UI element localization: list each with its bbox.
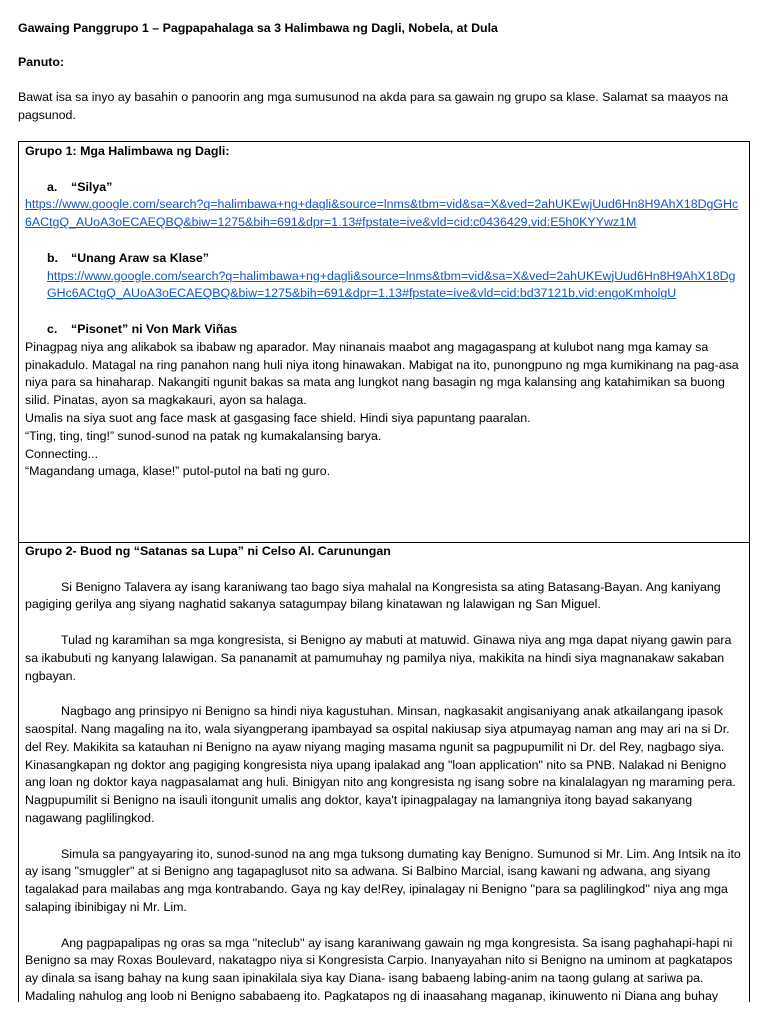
story-line: Connecting... bbox=[25, 446, 99, 461]
summary-paragraph: Nagbago ang prinsipyo ni Benigno sa hindi niya kagustuhan. Minsan, nagkasakit angisaniyang anak atkailangang ipasok saospital. Nang magaling na ito, wala siyangperang ipambayad sa ospital nakiusap siya atpumayag naman ang may ari na si Dr. del Rey. Makikita sa katauhan ni Benigno na ayaw niyang maging masama ngunit sa pagpupumilit ni Dr. del Rey, nagbago siya. Kinasangkapan ng doktor ang pagiging kongresista niya upang ipalakad ang "loan application" nito sa PNB. Nalakad ni Benigno ang loan ng doktor kaya nagpasalamat ang huli. Binigyan nito ang kongresista ng isang sobre na kinalalagyan ng maraming pera. Nagpupumilit si Benigno na isauli itongunit umalis ang doktor, kaya't ipinagpalagay na lamangniya itong bayad sakanyang nagawang paglilingkod. bbox=[25, 704, 736, 825]
story-line: Umalis na siya suot ang face mask at gasgasing face shield. Hindi siya papuntang paaralan. bbox=[25, 410, 531, 425]
summary-paragraph: Tulad ng karamihan sa mga kongresista, si Benigno ay mabuti at matuwid. Ginawa niya ang mga dapat niyang gawin para sa ikabubuti ng kanyang lalawigan. Sa pananamit at pamumuhay ng pamilya niya, makikita na hindi siya magnanakaw sakaban ngbayan. bbox=[25, 632, 732, 683]
document-title: Gawaing Panggrupo 1 – Pagpapahalaga sa 3 Halimbawa ng Dagli, Nobela, at Dula bbox=[18, 21, 498, 35]
summary-paragraph: Si Benigno Talavera ay isang karaniwang tao bago siya mahalal na Kongresista sa ating Batasang-Bayan. Ang kaniyang pagiging gerilya ang siyang naghatid sakanya satagumpay bilang kinatawan ng lalawigan ng San Miguel. bbox=[25, 579, 721, 612]
summary-paragraph: Simula sa pangyayaring ito, sunod-sunod na ang mga tuksong dumating kay Benigno. Sumunod si Mr. Lim. Ang Intsik na ito ay isang "smuggler" at si Benigno ang tagapaglusot nito sa adwana. Si Balbino Marcial, isang kawani ng adwana, ang siyang tagalakad para mailabas ang mga kontrabando. Gaya ng kay de!Rey, ipinalagay ni Benigno ''para sa paglilingkod'' niya ang mga salaping ibinibigay ni Mr. Lim. bbox=[25, 846, 741, 914]
unang-araw-link[interactable]: https://www.google.com/search?q=halimbawa+ng+dagli&source=lnms&tbm=vid&sa=X&ved=2ahUKEwjUud6Hn8H9AhX18DgGHc6ACtgQ_AUoA3oECAEQBQ&biw=1275&bih=691&dpr=1.13#fpstate=ive&vld=cid:bd37121b,vid:engoKmholgU bbox=[47, 268, 736, 301]
silya-link[interactable]: https://www.google.com/search?q=halimbawa+ng+dagli&source=lnms&tbm=vid&sa=X&ved=2ahUKEwjUud6Hn8H9AhX18DgGHc6ACtgQ_AUoA3oECAEQBQ&biw=1275&bih=691&dpr=1.13#fpstate=ive&vld=cid:c0436429,vid:E5h0KYYwz1M bbox=[25, 197, 739, 230]
story-line: “Magandang umaga, klase!” putol-putol na bati ng guro. bbox=[25, 464, 331, 479]
story-line: “Ting, ting, ting!” sunod-sunod na patak ng kumakalansing barya. bbox=[25, 428, 382, 443]
group1-heading: Grupo 1: Mga Halimbawa ng Dagli: bbox=[25, 144, 230, 158]
story-paragraph: Pinagpag niya ang alikabok sa ibabaw ng aparador. May ninanais maabot ang magagaspang at kulubot nang mga kamay sa pinakadulo. Matagal na ring panahon nang huli niya itong hinawakan. Mabigat na ito, punongpuno ng mga kumikinang na pag-asa niya para sa hinaharap. Nakangiti ngunit bakas sa mata ang lungkot nang basagin ng mga kalansing ang katahimikan sa buong silid. Pinatas, ayon sa magkakauri, ayon sa halaga. bbox=[25, 339, 739, 408]
dagli-item-b-title: b. “Unang Araw sa Klase” bbox=[47, 250, 209, 265]
dagli-item-c-title: c. “Pisonet” ni Von Mark Viñas bbox=[47, 321, 238, 336]
group1-box bbox=[18, 141, 750, 543]
panuto-label: Panuto: bbox=[18, 55, 65, 69]
dagli-item-a-title: a. “Silya” bbox=[47, 179, 113, 194]
summary-paragraph: Ang pagpapalipas ng oras sa mga ''niteclub'' ay isang karaniwang gawain ng mga kongresista. Sa isang paghahapi-hapi ni Benigno sa may Roxas Boulevard, nakatagpo niya si Kongresista Carpio. Inanyayahan nito si Benigno na uminom at pagkatapos ay dinala sa isang bahay na kung saan ipinakilala siya kay Diana- isang babaeng labing-anim na taong gulang at sariwa pa. Madaling nahulog ang loob ni Benigno sababaeng ito. Pagkatapos ng di inaasahang maganap, ikinuwento ni Diana ang buhay bbox=[25, 935, 733, 1002]
instructions-text: Bawat isa sa inyo ay basahin o panoorin ang mga sumusunod na akda para sa gawain ng grupo sa klase. Salamat sa maayos na pagsunod. bbox=[18, 90, 729, 122]
group2-heading: Grupo 2- Buod ng “Satanas sa Lupa” ni Celso Al. Carunungan bbox=[25, 544, 391, 558]
group2-box bbox=[18, 542, 750, 1002]
